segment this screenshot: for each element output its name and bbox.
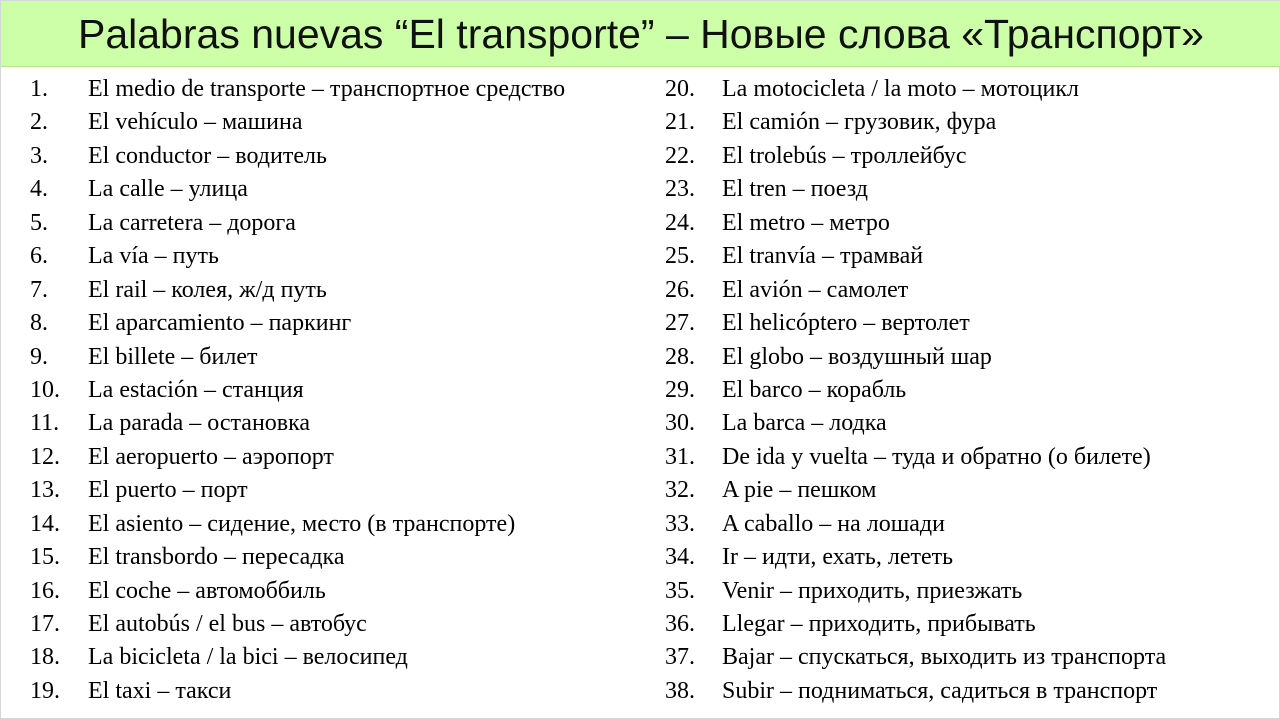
item-text: Venir – приходить, приезжать [722,577,1023,604]
vocab-item [30,140,655,173]
vocab-item [665,541,1265,574]
item-text: La motocicleta / la moto – мотоцикл [722,76,1079,102]
item-text: La estación – станция [88,376,304,403]
item-number: 29. [665,376,695,403]
item-number: 9. [30,343,48,370]
vocab-item [30,641,655,674]
item-number: 28. [665,343,695,370]
vocab-item [30,274,655,307]
item-number: 8. [30,310,48,337]
vocab-item [30,441,655,474]
vocab-list-right [665,73,1265,708]
item-number: 15. [30,544,60,571]
item-text: El vehículo – машина [88,109,303,136]
vocab-item [665,140,1265,173]
vocab-item [30,307,655,340]
item-text: El helicóptero – вертолет [722,310,970,337]
item-number: 23. [665,176,695,203]
item-text: La bicicleta / la bici – велосипед [88,644,408,671]
item-text: El avión – самолет [722,276,909,303]
item-text: El trolebús – троллейбус [722,142,967,169]
item-number: 20. [665,76,695,102]
vocab-item [30,575,655,608]
item-text: A caballo – на лошади [722,510,945,537]
item-number: 16. [30,577,60,604]
vocab-item [665,207,1265,240]
item-text: El billete – билет [88,343,258,370]
item-text: El tranvía – трамвай [722,243,924,270]
item-number: 26. [665,276,695,303]
vocab-item [30,675,655,708]
item-number: 13. [30,477,60,504]
vocab-item [665,641,1265,674]
vocab-item [665,73,1265,106]
vocab-item [30,341,655,374]
vocab-item [665,474,1265,507]
item-text: El taxi – такси [88,677,232,704]
vocab-item [665,508,1265,541]
item-number: 31. [665,443,695,470]
item-text: La carretera – дорога [88,209,296,236]
item-number: 38. [665,677,695,704]
item-text: La calle – улица [88,176,248,203]
item-number: 35. [665,577,695,604]
vocab-item [30,541,655,574]
vocab-item [30,73,655,106]
item-number: 11. [30,410,60,437]
item-number: 2. [30,109,48,136]
vocab-item [665,307,1265,340]
item-text: Bajar – спускаться, выходить из транспорта [722,644,1167,671]
item-text: Llegar – приходить, прибывать [722,611,1036,637]
item-number: 25. [665,243,695,270]
vocab-list-left [30,73,655,708]
item-number: 19. [30,677,60,704]
item-number: 14. [30,510,60,537]
vocab-item [30,508,655,541]
item-text: El puerto – порт [88,477,248,504]
vocab-item [665,173,1265,206]
item-text: El conductor – водитель [88,142,327,169]
item-text: El coche – автомоббиль [88,577,326,604]
item-text: El metro – метро [722,209,890,236]
vocab-item [30,106,655,139]
item-number: 22. [665,142,695,169]
vocab-item [665,575,1265,608]
vocab-item [30,207,655,240]
item-number: 24. [665,209,695,236]
item-text: El camión – грузовик, фура [722,109,997,136]
vocab-item [665,240,1265,273]
vocab-item [665,374,1265,407]
item-text: El rail – колея, ж/д путь [88,276,327,303]
vocab-item [665,106,1265,139]
item-text: De ida y vuelta – туда и обратно (о билете) [722,443,1151,470]
title-bar [1,1,1280,67]
item-text: El aparcamiento – паркинг [88,310,352,337]
item-number: 7. [30,276,48,303]
item-number: 37. [665,644,695,671]
vocab-item [30,240,655,273]
item-number: 5. [30,209,48,236]
item-text: El tren – поезд [722,176,868,203]
vocab-item [665,407,1265,440]
item-number: 21. [665,109,695,136]
vocab-item [665,441,1265,474]
page-title: Palabras nuevas “El transporte” – Новые слова «Транспорт» [78,11,1204,57]
item-number: 3. [30,142,48,169]
vocab-item [30,608,655,641]
vocab-item [665,608,1265,641]
item-text: La barca – лодка [722,410,887,437]
item-number: 33. [665,510,695,537]
item-number: 32. [665,477,695,504]
item-number: 6. [30,243,48,270]
item-number: 18. [30,644,60,671]
item-text: El barco – корабль [722,376,907,403]
vocab-item [30,374,655,407]
item-number: 30. [665,410,695,437]
item-text: El globo – воздушный шар [722,343,992,370]
item-number: 36. [665,611,695,637]
vocab-item [30,474,655,507]
item-number: 4. [30,176,48,203]
item-number: 27. [665,310,695,337]
item-text: El transbordo – пересадка [88,544,345,571]
vocab-item [665,341,1265,374]
vocab-item [30,407,655,440]
item-number: 12. [30,443,60,470]
vocab-item [665,274,1265,307]
item-text: Ir – идти, ехать, лететь [722,544,954,571]
item-text: La vía – путь [88,243,219,270]
item-text: El medio de transporte – транспортное средство [88,76,566,102]
item-number: 10. [30,376,60,403]
item-text: A pie – пешком [722,477,877,504]
item-number: 34. [665,544,695,571]
vocab-item [30,173,655,206]
vocab-item [665,675,1265,708]
item-text: El asiento – сидение, место (в транспорте) [88,510,516,537]
item-text: El autobús / el bus – автобус [88,611,367,637]
item-text: El aeropuerto – аэропорт [88,443,334,470]
item-number: 1. [30,76,48,102]
item-text: Subir – подниматься, садиться в транспорт [722,677,1158,704]
item-text: La parada – остановка [88,410,311,437]
item-number: 17. [30,611,60,637]
